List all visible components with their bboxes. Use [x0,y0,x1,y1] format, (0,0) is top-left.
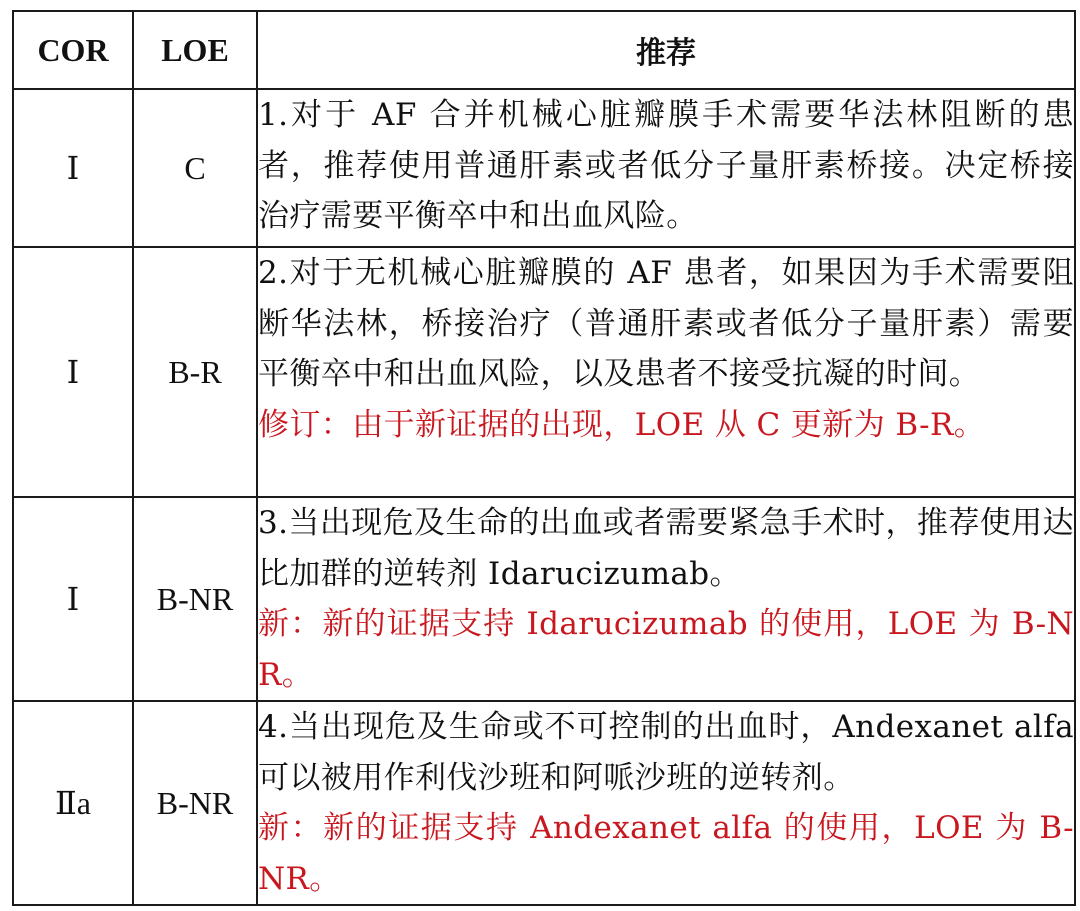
recommendation-cell [257,247,1075,497]
header-recommendation: 推荐 [257,11,1075,89]
cropped-caption-strip [0,0,1080,10]
loe-cell: B-NR [133,497,257,701]
cor-cell: Ⅰ [13,89,133,247]
revision-note: 修订：由于新证据的出现，LOE 从 C 更新为 B-R。 [258,406,986,443]
table-row [13,497,1075,701]
new-evidence-note: 新：新的证据支持 Idarucizumab 的使用，LOE 为 B-NR。 [258,606,1074,693]
recommendation-text: 4.当出现危及生命或不可控制的出血时，Andexanet alfa 可以被用作利伐沙班和阿哌沙班的逆转剂。 [258,709,1074,796]
cor-cell: Ⅰ [13,247,133,497]
header-row [13,11,1075,89]
loe-cell: B-R [133,247,257,497]
recommendation-table [12,10,1076,906]
recommendation-text: 2.对于无机械心脏瓣膜的 AF 患者，如果因为手术需要阻断华法林，桥接治疗（普通肝素或者低分子量肝素）需要平衡卒中和出血风险，以及患者不接受抗凝的时间。 [258,255,1074,392]
recommendation-cell [257,497,1075,701]
header-cor: COR [13,11,133,89]
loe-cell: B-NR [133,701,257,905]
new-evidence-note: 新：新的证据支持 Andexanet alfa 的使用，LOE 为 B-NR。 [258,810,1074,897]
header-loe: LOE [133,11,257,89]
recommendation-text: 3.当出现危及生命的出血或者需要紧急手术时，推荐使用达比加群的逆转剂 Idarucizumab。 [258,505,1074,592]
table-row [13,701,1075,905]
table-row [13,89,1075,247]
loe-cell: C [133,89,257,247]
recommendation-text: 1.对于 AF 合并机械心脏瓣膜手术需要华法林阻断的患者，推荐使用普通肝素或者低分子量肝素桥接。决定桥接治疗需要平衡卒中和出血风险。 [258,97,1074,234]
table-row [13,247,1075,497]
recommendation-cell [257,701,1075,905]
recommendation-cell [257,89,1075,247]
cor-cell: Ⅱa [13,701,133,905]
cor-cell: Ⅰ [13,497,133,701]
